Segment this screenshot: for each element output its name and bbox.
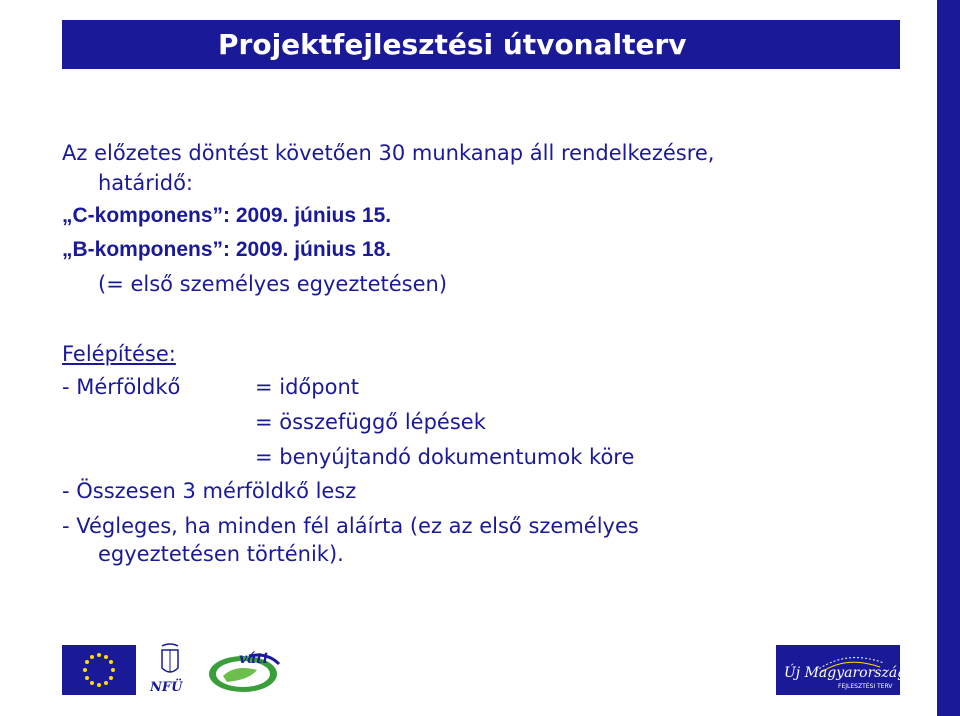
b-component-note: (= első személyes egyeztetésen) xyxy=(98,272,448,296)
umft-sublabel: FEJLESZTÉSI TERV xyxy=(838,683,893,690)
c-component-deadline: „C-komponens”: 2009. június 15. xyxy=(62,204,392,227)
total-milestones-line: - Összesen 3 mérföldkő lesz xyxy=(62,479,357,503)
b-component-deadline: „B-komponens”: 2009. június 18. xyxy=(62,238,392,261)
right-accent-stripe xyxy=(937,0,960,716)
intro-line-1: Az előzetes döntést követően 30 munkanap áll rendelkezésre, xyxy=(62,141,715,165)
milestone-definition-2: = összefüggő lépések xyxy=(255,410,486,434)
milestone-definition-1: = időpont xyxy=(255,375,360,399)
milestone-label: - Mérföldkő xyxy=(62,375,181,399)
intro-line-2: határidő: xyxy=(98,171,194,195)
milestone-definition-3: = benyújtandó dokumentumok köre xyxy=(255,445,635,469)
final-line-1: - Végleges, ha minden fél aláírta (ez az első személyes xyxy=(62,514,639,538)
eu-flag-logo xyxy=(62,645,136,695)
slide-title: Projektfejlesztési útvonalterv xyxy=(218,28,687,61)
eu-stars-icon xyxy=(62,645,136,695)
vati-logo xyxy=(205,646,285,696)
vati-label: váti xyxy=(239,651,268,667)
title-bar xyxy=(62,20,900,69)
nfu-logo xyxy=(150,642,190,698)
umft-label: Új Magyarország xyxy=(784,665,907,681)
nfu-label: NFÜ xyxy=(150,680,183,695)
final-line-2: egyeztetésen történik). xyxy=(98,542,344,566)
structure-heading: Felépítése: xyxy=(62,342,176,366)
uj-magyarorszag-logo xyxy=(776,645,907,695)
coat-of-arms-icon xyxy=(150,642,190,682)
